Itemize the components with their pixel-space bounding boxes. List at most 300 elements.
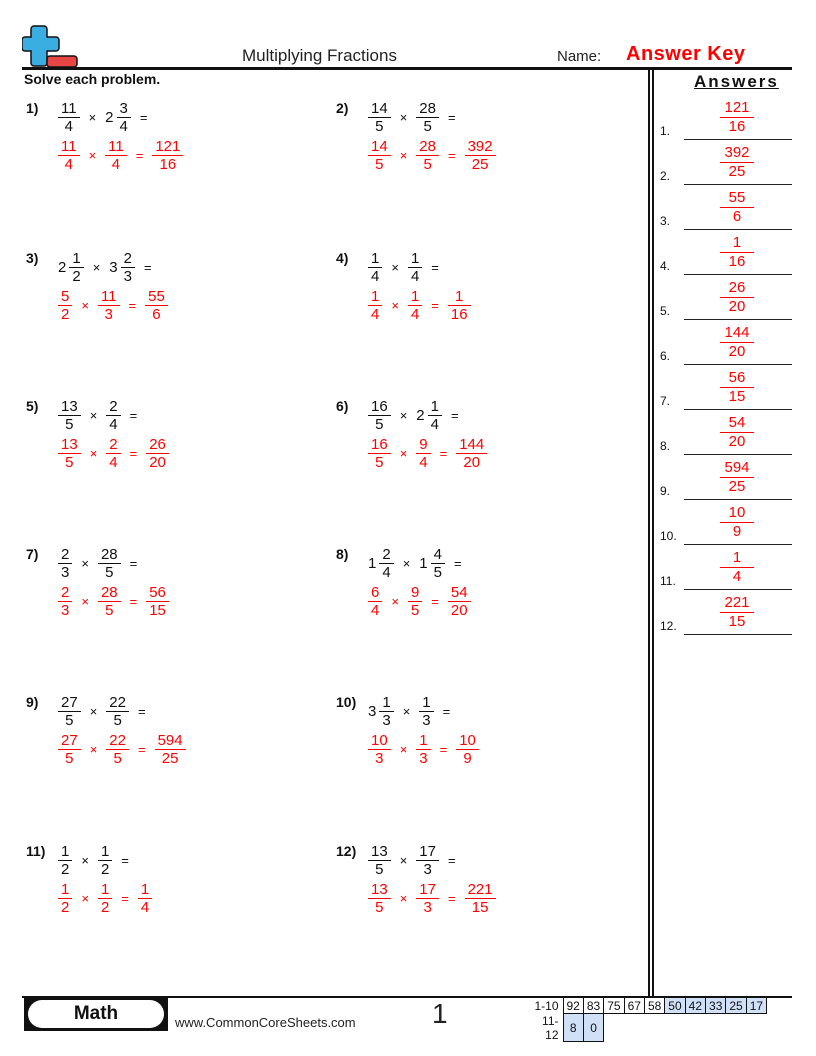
numerator: 11: [61, 100, 77, 117]
fraction-term: [106, 398, 120, 433]
numerator: 13: [371, 843, 388, 860]
answer-row: [660, 140, 792, 185]
fraction: [416, 100, 439, 135]
denominator: 9: [720, 522, 754, 541]
result-fraction: [146, 584, 169, 619]
worked-answer: [58, 436, 169, 471]
column-divider: [648, 68, 650, 997]
denominator: 5: [98, 601, 121, 619]
numerator: 28: [419, 100, 436, 117]
equals-sign: =: [121, 853, 129, 868]
fraction-term: [408, 250, 422, 285]
denominator: 15: [720, 612, 754, 631]
mixed-number: [416, 398, 442, 433]
equals-sign: =: [121, 891, 129, 906]
denominator: 20: [456, 453, 487, 471]
fraction-term: [368, 398, 391, 433]
denominator: 15: [720, 387, 754, 406]
worked-answer: [368, 584, 471, 619]
equals-sign: =: [442, 704, 451, 719]
problem-item: [336, 546, 636, 626]
result-fraction: [146, 436, 169, 471]
times-sign: ×: [399, 853, 408, 868]
denominator: 15: [465, 898, 496, 916]
score-cell: 75: [604, 998, 624, 1014]
fraction: [368, 250, 382, 285]
numerator: 221: [724, 594, 750, 611]
problem-number: 9): [26, 694, 39, 710]
numerator: 1: [382, 694, 391, 711]
fraction-term: [416, 100, 439, 135]
times-sign: ×: [399, 446, 408, 461]
whole-part: 2: [105, 109, 114, 126]
score-cell: 25: [726, 998, 746, 1014]
times-sign: ×: [89, 446, 98, 461]
denominator: 25: [720, 477, 754, 496]
fraction: [368, 843, 391, 878]
numerator: 1: [140, 881, 150, 898]
answer-number: 11.: [660, 574, 676, 588]
problem-item: [26, 250, 326, 330]
denominator: 3: [58, 601, 72, 619]
denominator: 25: [465, 155, 496, 173]
result-fraction: [145, 288, 168, 323]
answer-row: [660, 185, 792, 230]
improper-fraction: [408, 584, 422, 619]
fraction-term: [58, 694, 81, 729]
denominator: 2: [69, 267, 83, 285]
improper-fraction: [416, 881, 439, 916]
denominator: 5: [368, 898, 391, 916]
improper-fraction: [368, 881, 391, 916]
denominator: 5: [58, 749, 81, 767]
denominator: 3: [121, 267, 135, 285]
answer-fraction: [720, 549, 754, 586]
answer-row: [660, 95, 792, 140]
improper-fraction: [58, 288, 72, 323]
denominator: 3: [416, 749, 430, 767]
result-fraction: [465, 138, 496, 173]
numerator: 392: [467, 138, 493, 155]
problem-question: [58, 694, 155, 729]
numerator: 1: [419, 732, 428, 749]
answer-row: [660, 590, 792, 635]
fraction: [368, 398, 391, 433]
denominator: 20: [720, 432, 754, 451]
numerator: 11: [100, 288, 117, 305]
improper-fraction: [58, 436, 81, 471]
problem-question: [368, 694, 459, 729]
equals-sign: =: [129, 594, 138, 609]
improper-fraction: [368, 138, 391, 173]
fraction-term: [98, 546, 121, 581]
denominator: 4: [138, 898, 152, 916]
times-sign: ×: [402, 704, 411, 719]
denominator: 5: [58, 711, 81, 729]
times-sign: ×: [399, 148, 408, 163]
answer-number: 8.: [660, 439, 671, 453]
fraction-term: [106, 694, 129, 729]
improper-fraction: [368, 436, 391, 471]
result-fraction: [465, 881, 496, 916]
numerator: 1: [732, 549, 742, 566]
equals-sign: =: [450, 408, 459, 423]
fraction-term: [368, 100, 391, 135]
denominator: 5: [408, 601, 422, 619]
times-sign: ×: [81, 556, 89, 571]
problem-item: [336, 694, 636, 774]
equals-sign: =: [129, 556, 138, 571]
denominator: 5: [58, 415, 81, 433]
numerator: 594: [724, 459, 750, 476]
denominator: 2: [58, 898, 72, 916]
denominator: 16: [152, 155, 183, 173]
equals-sign: =: [447, 891, 456, 906]
header-rule: [22, 67, 792, 70]
numerator: 1: [430, 398, 439, 415]
answer-number: 10.: [660, 529, 677, 543]
numerator: 17: [419, 843, 436, 860]
fraction: [408, 250, 422, 285]
equals-sign: =: [128, 298, 137, 313]
denominator: 5: [416, 117, 439, 135]
times-sign: ×: [399, 408, 408, 423]
answer-row: [660, 275, 792, 320]
numerator: 22: [109, 694, 126, 711]
denominator: 2: [98, 860, 112, 878]
denominator: 4: [117, 117, 131, 135]
score-cell: 83: [583, 998, 603, 1014]
numerator: 1: [410, 288, 420, 305]
denominator: 3: [98, 305, 120, 323]
answer-number: 7.: [660, 394, 671, 408]
denominator: 20: [448, 601, 471, 619]
improper-fraction: [105, 138, 127, 173]
numerator: 10: [371, 732, 388, 749]
fraction: [121, 250, 135, 285]
numerator: 54: [728, 414, 746, 431]
score-cell: 0: [583, 1014, 603, 1042]
answer-row: [660, 410, 792, 455]
denominator: 20: [146, 453, 169, 471]
times-sign: ×: [89, 704, 98, 719]
numerator: 54: [450, 584, 468, 601]
worked-answer: [368, 881, 496, 916]
whole-part: 1: [419, 555, 428, 572]
fraction-term: [368, 250, 382, 285]
denominator: 20: [720, 297, 754, 316]
mixed-number: [419, 546, 445, 581]
denominator: 3: [416, 860, 439, 878]
fraction: [98, 843, 112, 878]
problem-number: 10): [336, 694, 357, 710]
answer-number: 12.: [660, 619, 677, 633]
numerator: 13: [61, 398, 78, 415]
problem-number: 8): [336, 546, 349, 562]
fraction-term: [368, 843, 391, 878]
denominator: 5: [368, 860, 391, 878]
denominator: 15: [146, 601, 169, 619]
denominator: 4: [408, 305, 422, 323]
denominator: 5: [98, 563, 121, 581]
denominator: 3: [419, 711, 433, 729]
denominator: 4: [416, 453, 430, 471]
improper-fraction: [58, 584, 72, 619]
equals-sign: =: [135, 148, 144, 163]
worked-answer: [368, 138, 496, 173]
answer-number: 9.: [660, 484, 671, 498]
mixed-number: [368, 546, 394, 581]
answer-number: 3.: [660, 214, 671, 228]
score-cell: 42: [685, 998, 705, 1014]
numerator: 1: [732, 234, 742, 251]
numerator: 56: [728, 369, 746, 386]
problem-question: [58, 250, 161, 285]
fraction-term: [419, 694, 433, 729]
numerator: 14: [371, 100, 388, 117]
mixed-number: [109, 250, 135, 285]
times-sign: ×: [89, 408, 98, 423]
answer-row: [660, 230, 792, 275]
answer-number: 1.: [660, 124, 671, 138]
result-fraction: [155, 732, 186, 767]
problem-number: 11): [26, 843, 46, 859]
answer-fraction: [720, 189, 754, 226]
numerator: 13: [61, 436, 78, 453]
improper-fraction: [58, 881, 72, 916]
numerator: 144: [459, 436, 485, 453]
name-label: Name:: [557, 48, 602, 65]
numerator: 27: [61, 732, 78, 749]
fraction: [368, 100, 391, 135]
answer-number: 5.: [660, 304, 671, 318]
denominator: 5: [368, 415, 391, 433]
numerator: 6: [371, 584, 380, 601]
denominator: 6: [145, 305, 168, 323]
score-cell: 33: [706, 998, 726, 1014]
problem-item: [336, 100, 636, 180]
denominator: 3: [58, 563, 72, 581]
problem-number: 4): [336, 250, 349, 266]
worked-answer: [368, 436, 487, 471]
fraction: [58, 546, 72, 581]
answer-fraction: [720, 324, 754, 361]
improper-fraction: [368, 732, 391, 767]
score-row-label: 11-12: [542, 1013, 559, 1042]
numerator: 9: [419, 436, 428, 453]
times-sign: ×: [88, 110, 97, 125]
fraction: [106, 398, 120, 433]
numerator: 27: [61, 694, 78, 711]
numerator: 1: [371, 250, 380, 267]
numerator: 2: [123, 250, 132, 267]
problem-question: [58, 843, 138, 878]
numerator: 55: [148, 288, 165, 305]
improper-fraction: [416, 138, 439, 173]
worked-answer: [58, 288, 168, 323]
problem-item: [336, 250, 636, 330]
numerator: 56: [149, 584, 166, 601]
answer-fraction: [720, 99, 754, 136]
numerator: 2: [61, 546, 70, 563]
times-sign: ×: [399, 110, 408, 125]
fraction-term: [98, 843, 112, 878]
problem-number: 3): [26, 250, 39, 266]
fraction: [106, 694, 129, 729]
fraction: [58, 100, 80, 135]
score-row-label: 1-10: [534, 998, 559, 1013]
denominator: 16: [720, 252, 754, 271]
denominator: 4: [428, 415, 442, 433]
times-sign: ×: [89, 742, 98, 757]
answer-fraction: [720, 369, 754, 406]
improper-fraction: [58, 138, 80, 173]
answers-title: Answers: [694, 72, 779, 91]
problem-item: [26, 398, 326, 478]
denominator: 2: [98, 898, 112, 916]
problem-question: [58, 100, 156, 135]
equals-sign: =: [137, 742, 146, 757]
times-sign: ×: [391, 260, 399, 275]
denominator: 20: [720, 342, 754, 361]
fraction-term: [58, 843, 72, 878]
name-value: Answer Key: [626, 43, 746, 65]
problem-item: [26, 694, 326, 774]
numerator: 16: [371, 436, 388, 453]
problem-item: [26, 100, 326, 180]
result-fraction: [456, 732, 479, 767]
whole-part: 3: [109, 259, 118, 276]
page-number: 1: [432, 998, 448, 1029]
fraction: [117, 100, 131, 135]
numerator: 594: [157, 732, 183, 749]
times-sign: ×: [391, 298, 399, 313]
improper-fraction: [106, 436, 120, 471]
problem-question: [58, 546, 146, 581]
answer-row: [660, 500, 792, 545]
answer-fraction: [720, 459, 754, 496]
equals-sign: =: [431, 260, 439, 275]
subject-badge: [24, 997, 168, 1031]
score-cell: 8: [563, 1014, 583, 1042]
numerator: 1: [61, 881, 70, 898]
improper-fraction: [58, 732, 81, 767]
mixed-number: [58, 250, 84, 285]
result-fraction: [152, 138, 183, 173]
result-fraction: [456, 436, 487, 471]
answer-fraction: [720, 594, 754, 631]
numerator: 1: [100, 843, 110, 860]
instructions: Solve each problem.: [24, 71, 161, 87]
times-sign: ×: [402, 556, 411, 571]
site-url: www.CommonCoreSheets.com: [175, 1015, 356, 1030]
denominator: 4: [379, 563, 393, 581]
numerator: 4: [433, 546, 442, 563]
score-row: [527, 1014, 767, 1042]
worked-answer: [58, 881, 152, 916]
times-sign: ×: [391, 594, 399, 609]
score-row: [527, 998, 767, 1014]
fraction: [69, 250, 83, 285]
mixed-number: [368, 694, 394, 729]
times-sign: ×: [81, 891, 89, 906]
answer-fraction: [720, 234, 754, 271]
improper-fraction: [416, 732, 430, 767]
worked-answer: [58, 584, 169, 619]
denominator: 4: [368, 267, 382, 285]
numerator: 121: [155, 138, 181, 155]
answer-row: [660, 365, 792, 410]
times-sign: ×: [92, 260, 101, 275]
answer-row: [660, 320, 792, 365]
score-cell: 17: [746, 998, 766, 1014]
answer-fraction: [720, 504, 754, 541]
equals-sign: =: [431, 298, 439, 313]
fraction: [416, 843, 439, 878]
fraction: [58, 398, 81, 433]
equals-sign: =: [139, 110, 148, 125]
numerator: 1: [410, 250, 420, 267]
numerator: 9: [410, 584, 420, 601]
equals-sign: =: [447, 148, 456, 163]
problem-question: [58, 398, 146, 433]
denominator: 5: [368, 117, 391, 135]
worked-answer: [368, 732, 479, 767]
improper-fraction: [408, 288, 422, 323]
score-cell: 50: [665, 998, 685, 1014]
answer-fraction: [720, 279, 754, 316]
numerator: 121: [724, 99, 750, 116]
denominator: 6: [720, 207, 754, 226]
denominator: 16: [720, 117, 754, 136]
answer-number: 6.: [660, 349, 671, 363]
numerator: 28: [100, 584, 118, 601]
fraction-term: [58, 100, 80, 135]
numerator: 3: [119, 100, 128, 117]
fraction: [98, 546, 121, 581]
equals-sign: =: [439, 742, 448, 757]
fraction-term: [416, 843, 439, 878]
numerator: 1: [455, 288, 464, 305]
denominator: 4: [408, 267, 422, 285]
result-fraction: [448, 584, 471, 619]
subject-label: Math: [28, 1000, 164, 1028]
numerator: 10: [728, 504, 746, 521]
fraction: [431, 546, 445, 581]
numerator: 2: [382, 546, 391, 563]
whole-part: 2: [416, 407, 425, 424]
whole-part: 2: [58, 259, 67, 276]
times-sign: ×: [81, 594, 89, 609]
whole-part: 1: [368, 555, 377, 572]
problem-number: 7): [26, 546, 39, 562]
numerator: 55: [728, 189, 746, 206]
numerator: 1: [422, 694, 431, 711]
problem-question: [368, 250, 448, 285]
denominator: 25: [720, 162, 754, 181]
column-divider: [652, 68, 654, 997]
numerator: 144: [724, 324, 750, 341]
denominator: 4: [106, 415, 120, 433]
result-fraction: [138, 881, 152, 916]
problem-question: [368, 398, 468, 433]
improper-fraction: [98, 288, 120, 323]
problem-item: [336, 398, 636, 478]
denominator: 4: [105, 155, 127, 173]
numerator: 1: [100, 881, 110, 898]
denominator: 3: [368, 749, 391, 767]
denominator: 5: [58, 453, 81, 471]
